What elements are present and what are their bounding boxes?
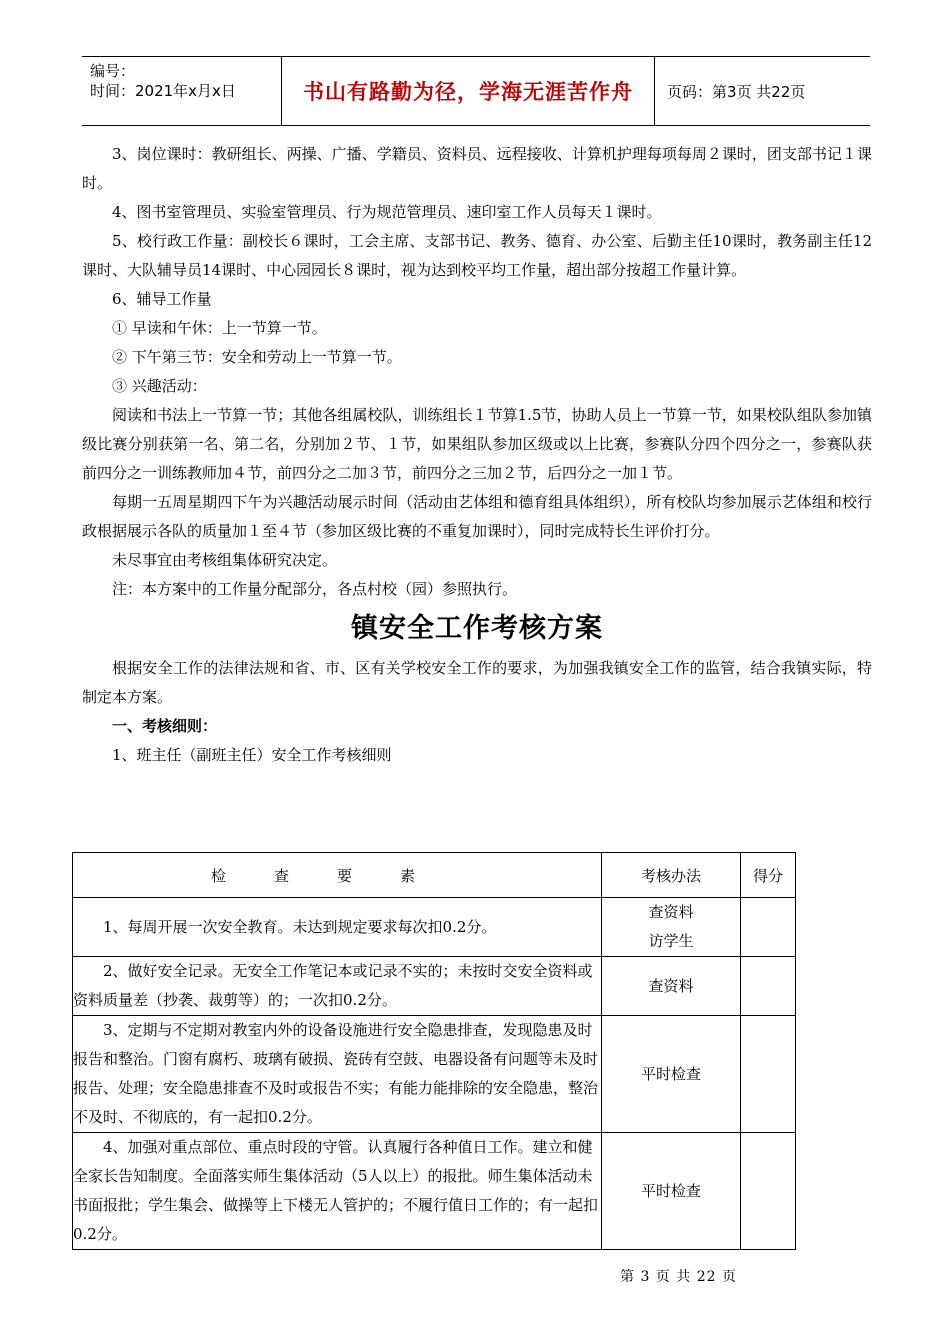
paragraph: 4、图书室管理员、实验室管理员、行为规范管理员、速印室工作人员每天１课时。 (112, 203, 662, 221)
score-cell (741, 1133, 796, 1250)
time-label: 时间：2021年x月x日 (90, 82, 236, 100)
requirement-cell: 4、加强对重点部位、重点时段的守管。认真履行各种值日工作。建立和健全家长告知制度。全面落实师生集体活动（5人以上）的报批。师生集体活动未书面报批；学生集会、做操等上下楼无人管护的；不履行值日工作的；有一起扣0.2分。 (73, 1133, 602, 1250)
method-cell: 平时检查 (602, 1016, 741, 1133)
score-cell (741, 898, 796, 957)
table-row (73, 957, 796, 1016)
header-score: 得分 (741, 853, 796, 898)
table-caption: 1、班主任（副班主任）安全工作考核细则 (112, 746, 392, 764)
header-meta (82, 57, 282, 125)
table-header-row (73, 853, 796, 898)
document-body (82, 140, 872, 770)
header-page-info: 页码：第3页 共22页 (667, 82, 806, 101)
paragraph: 每期一五周星期四下午为兴趣活动展示时间（活动由艺体组和德育组具体组织），所有校队均参加展示艺体组和校行政根据展示各队的质量加１至４节（参加区级比赛的不重复加课时），同时完成特长生评价打分。 (82, 493, 872, 540)
paragraph: ① 早读和午休：上一节算一节。 (112, 319, 327, 337)
assessment-table (72, 852, 796, 1250)
document-header (82, 56, 870, 126)
method-cell: 平时检查 (602, 1133, 741, 1250)
score-cell (741, 957, 796, 1016)
score-cell (741, 1016, 796, 1133)
paragraph: 阅读和书法上一节算一节；其他各组属校队，训练组长１节算1.5节，协助人员上一节算一节，如果校队组队参加镇级比赛分别获第一名、第二名，分别加２节、１节，如果组队参加区级或以上比赛，参赛队分四个四分之一，参赛队获前四分之一训练教师加４节，前四分之二加３节，前四分之三加２节，后四分之一加１节。 (82, 406, 872, 482)
section-title: 镇安全工作考核方案 (351, 613, 603, 644)
table-row (73, 1133, 796, 1250)
paragraph: ② 下午第三节：安全和劳动上一节算一节。 (112, 348, 402, 366)
paragraph: 注：本方案中的工作量分配部分，各点村校（园）参照执行。 (112, 580, 518, 598)
header-method: 考核办法 (602, 853, 741, 898)
header-requirement: 检查要素 (73, 853, 602, 898)
requirement-cell: 2、做好安全记录。无安全工作笔记本或记录不实的；未按时交安全资料或资料质量差（抄袭、裁剪等）的；一次扣0.2分。 (73, 957, 602, 1016)
table-row (73, 898, 796, 957)
paragraph: 6、辅导工作量 (112, 290, 212, 308)
paragraph: 3、岗位课时：教研组长、两操、广播、学籍员、资料员、远程接收、计算机护理每项每周２课时，团支部书记１课时。 (82, 145, 872, 192)
number-label: 编号： (90, 62, 136, 80)
requirement-cell: 3、定期与不定期对教室内外的设备设施进行安全隐患排查，发现隐患及时报告和整治。门窗有腐朽、玻璃有破损、瓷砖有空鼓、电器设备有问题等未及时报告、处理；安全隐患排查不及时或报告不实；有能力能排除的安全隐患，整治不及时、不彻底的，有一起扣0.2分。 (73, 1016, 602, 1133)
method-cell: 查资料 (602, 957, 741, 1016)
intro-paragraph: 根据安全工作的法律法规和省、市、区有关学校安全工作的要求，为加强我镇安全工作的监管，结合我镇实际，特制定本方案。 (82, 659, 872, 706)
paragraph: 未尽事宜由考核组集体研究决定。 (112, 551, 338, 569)
requirement-cell: 1、每周开展一次安全教育。未达到规定要求每次扣0.2分。 (73, 898, 602, 957)
page-footer: 第 3 页 共 22 页 (620, 1269, 737, 1285)
paragraph: 5、校行政工作量：副校长６课时，工会主席、支部书记、教务、德育、办公室、后勤主任10课时，教务副主任12课时、大队辅导员14课时、中心园园长８课时，视为达到校平均工作量，超出部分按超工作量计算。 (82, 232, 872, 279)
method-cell: 查资料 访学生 (602, 898, 741, 957)
table-row (73, 1016, 796, 1133)
paragraph: ③ 兴趣活动： (112, 377, 207, 395)
subheading: 一、考核细则： (112, 717, 218, 735)
header-motto: 书山有路勤为径，学海无涯苦作舟 (282, 57, 655, 125)
